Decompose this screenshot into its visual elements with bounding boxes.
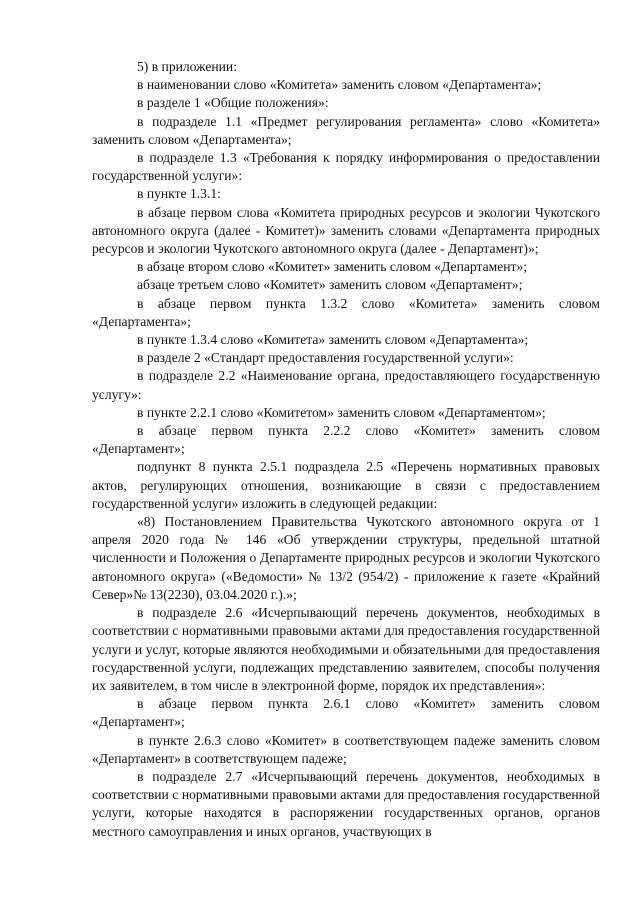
paragraph-item-1-3-4: в пункте 1.3.4 слово «Комитета» заменить словом «Департамента»; <box>137 332 529 348</box>
paragraph-title-change: в наименовании слово «Комитета» заменить словом «Департамента»; <box>137 77 542 93</box>
paragraph-item-2-2-1: в пункте 2.2.1 слово «Комитетом» заменить словом «Департаментом»; <box>137 404 546 420</box>
paragraph-appendix-heading: 5) в приложении: <box>137 59 237 74</box>
paragraph-item-2-6-3: в пункте 2.6.3 слово «Комитет» в соответствующем падеже заменить словом «Департамент» в соответствующем падеже; <box>92 732 600 766</box>
paragraph-second-abzac: в абзаце втором слово «Комитет» заменить словом «Департамент»; <box>137 259 528 275</box>
paragraph-item-1-3-2: в абзаце первом пункта 1.3.2 слово «Комитета» заменить словом «Департамента»; <box>92 295 600 329</box>
paragraph-item-2-6-1: в абзаце первом пункта 2.6.1 слово «Комитет» заменить словом «Департамент»; <box>92 696 600 730</box>
paragraph-subitem-8: подпункт 8 пункта 2.5.1 подраздела 2.5 «Перечень нормативных правовых актов, регулирующих отношения, возникающие в связи с предоставлением государственной услуги» изложить в следующей редакции: <box>92 459 600 511</box>
paragraph-subsection-2-6: в подразделе 2.6 «Исчерпывающий перечень документов, необходимых в соответствии с нормативными правовыми актами для предоставления государственной услуги и услуг, которые являются необходимыми и обязательными для предоставления государственной услуги, подлежащих представлению заявителем, способы получения их заявителем, в том числе в электронной форме, порядок их представления»: <box>92 605 600 693</box>
paragraph-section-2: в разделе 2 «Стандарт предоставления государственной услуги»: <box>137 350 514 366</box>
document-body <box>92 58 600 841</box>
paragraph-resolution-quote: «8) Постановлением Правительства Чукотского автономного округа от 1 апреля 2020 года № 146 «Об утверждении структуры, предельной штатной численности и Положения о Департаменте природных ресурсов и экологии Чукотского автономного округа» («Ведомости» № 13/2 (954/2) - приложение к газете «Крайний Север»№ 13(2230), 03.04.2020 г.).»; <box>92 514 600 602</box>
paragraph-subsection-2-2: в подразделе 2.2 «Наименование органа, предоставляющего государственную услугу»: <box>92 368 600 402</box>
paragraph-third-abzac: абзаце третьем слово «Комитет» заменить словом «Департамент»; <box>137 277 523 293</box>
paragraph-subsection-2-7: в подразделе 2.7 «Исчерпывающий перечень документов, необходимых в соответствии с нормативными правовыми актами для предоставления государственной услуги, которые находятся в распоряжении государственных органов, органов местного самоуправления и иных органов, участвующих в <box>92 768 600 839</box>
paragraph-section-1: в разделе 1 «Общие положения»: <box>137 95 329 111</box>
paragraph-item-1-3-1: в пункте 1.3.1: <box>137 186 221 202</box>
paragraph-subsection-1-1: в подразделе 1.1 «Предмет регулирования регламента» слово «Комитета» заменить словом «Департамента»; <box>92 113 600 147</box>
paragraph-first-abzac: в абзаце первом слова «Комитета природных ресурсов и экологии Чукотского автономного округа (далее - Комитет)» заменить словами «Департамента природных ресурсов и экологии Чукотского автономного округа (далее - Департамент)»; <box>92 204 600 257</box>
paragraph-subsection-1-3: в подразделе 1.3 «Требования к порядку информирования о предоставлении государственной услуги»: <box>92 150 600 184</box>
paragraph-item-2-2-2: в абзаце первом пункта 2.2.2 слово «Комитет» заменить словом «Департамент»; <box>92 423 600 457</box>
